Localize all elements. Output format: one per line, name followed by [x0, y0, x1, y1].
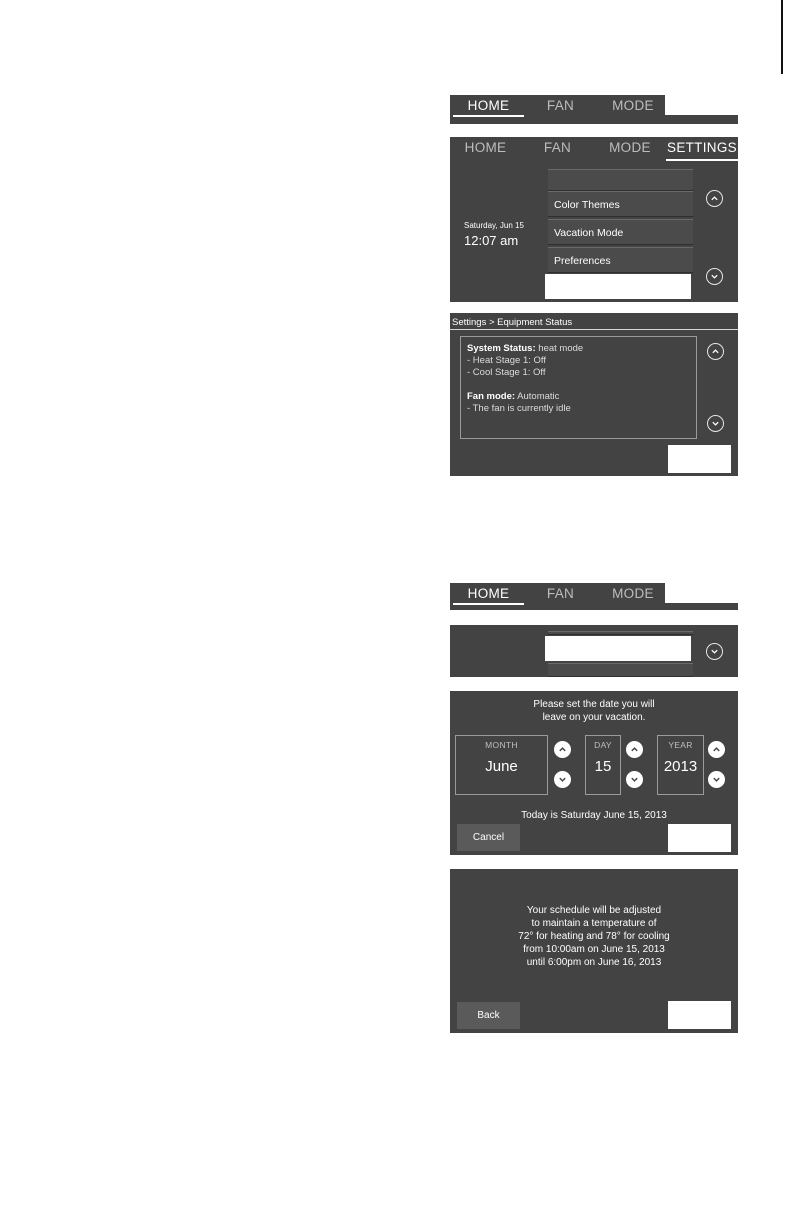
year-down-icon[interactable] — [708, 771, 725, 788]
scroll-down-icon[interactable] — [706, 268, 723, 285]
month-down-icon[interactable] — [554, 771, 571, 788]
scroll-up-icon[interactable] — [706, 190, 723, 207]
schedule-line-4: from 10:00am on June 15, 2013 — [523, 944, 665, 955]
scroll-up-icon[interactable] — [707, 343, 724, 360]
menu-item-partial — [548, 631, 693, 635]
heat-stage-line: - Heat Stage 1: Off — [467, 355, 547, 366]
year-up-icon[interactable] — [708, 741, 725, 758]
back-button[interactable]: Back — [457, 1002, 520, 1029]
prompt-line-2: leave on your vacation. — [542, 712, 646, 723]
vacation-date-panel — [450, 691, 738, 855]
menu-item-vacation-mode[interactable]: Vacation Mode — [548, 219, 693, 245]
highlight-box — [668, 445, 731, 473]
time-label: 12:07 am — [464, 233, 519, 248]
prompt-line-1: Please set the date you will — [533, 699, 655, 710]
tab-settings[interactable]: SETTINGS — [666, 137, 738, 161]
day-down-icon[interactable] — [626, 771, 643, 788]
page-edge-line — [781, 0, 783, 74]
today-text: Today is Saturday June 15, 2013 — [521, 810, 667, 821]
day-label: DAY — [594, 740, 612, 750]
year-label: YEAR — [668, 740, 693, 750]
tab-fan[interactable]: FAN — [546, 98, 575, 113]
tab-home[interactable]: HOME — [464, 140, 507, 155]
tab-home[interactable]: HOME — [453, 95, 524, 117]
tab-bar-panel-2 — [450, 583, 738, 610]
tab-mode[interactable]: MODE — [612, 586, 654, 601]
settings-menu-panel — [450, 137, 738, 302]
month-label: MONTH — [485, 740, 518, 750]
day-field[interactable] — [585, 735, 621, 795]
highlight-box — [545, 636, 691, 661]
schedule-line-1: Your schedule will be adjusted — [526, 905, 662, 916]
day-value: 15 — [594, 758, 612, 775]
menu-fragment-panel — [450, 625, 738, 677]
fan-mode-label: Fan mode: — [467, 391, 516, 402]
vacation-confirm-panel — [450, 869, 738, 1033]
month-value: June — [485, 758, 518, 775]
date-label: Saturday, Jun 15 — [464, 221, 524, 230]
menu-item-color-themes[interactable]: Color Themes — [548, 191, 693, 217]
month-up-icon[interactable] — [554, 741, 571, 758]
tab-mode[interactable]: MODE — [609, 140, 651, 155]
breadcrumb-divider — [450, 329, 738, 330]
tab-home[interactable]: HOME — [453, 583, 524, 605]
schedule-line-3: 72° for heating and 78° for cooling — [518, 931, 670, 942]
fan-mode-value: Automatic — [517, 391, 560, 402]
cool-stage-line: - Cool Stage 1: Off — [467, 367, 546, 378]
highlight-box — [665, 583, 738, 603]
menu-item-preferences[interactable]: Preferences — [548, 247, 693, 273]
scroll-down-icon[interactable] — [706, 643, 723, 660]
tab-fan[interactable]: FAN — [546, 586, 575, 601]
schedule-line-2: to maintain a temperature of — [531, 918, 657, 929]
highlight-box — [545, 274, 691, 299]
fan-idle-line: - The fan is currently idle — [467, 403, 571, 414]
schedule-line-5: until 6:00pm on June 16, 2013 — [526, 957, 662, 968]
scroll-down-icon[interactable] — [707, 415, 724, 432]
tab-bar-panel-1 — [450, 95, 738, 124]
system-status-value: heat mode — [538, 343, 584, 354]
day-up-icon[interactable] — [626, 741, 643, 758]
breadcrumb: Settings > Equipment Status — [452, 317, 573, 328]
menu-item-partial — [548, 663, 693, 677]
system-status-label: System Status: — [467, 343, 536, 354]
highlight-box — [665, 95, 738, 115]
status-text-box[interactable] — [460, 336, 697, 439]
menu-item-partial — [548, 169, 693, 191]
cancel-button[interactable]: Cancel — [457, 824, 520, 851]
tab-mode[interactable]: MODE — [612, 98, 654, 113]
month-field[interactable] — [455, 735, 548, 795]
tab-fan[interactable]: FAN — [543, 140, 572, 155]
equipment-status-panel — [450, 313, 738, 476]
highlight-box — [668, 824, 731, 852]
highlight-box — [668, 1001, 731, 1029]
year-value: 2013 — [663, 758, 698, 775]
year-field[interactable] — [657, 735, 704, 795]
